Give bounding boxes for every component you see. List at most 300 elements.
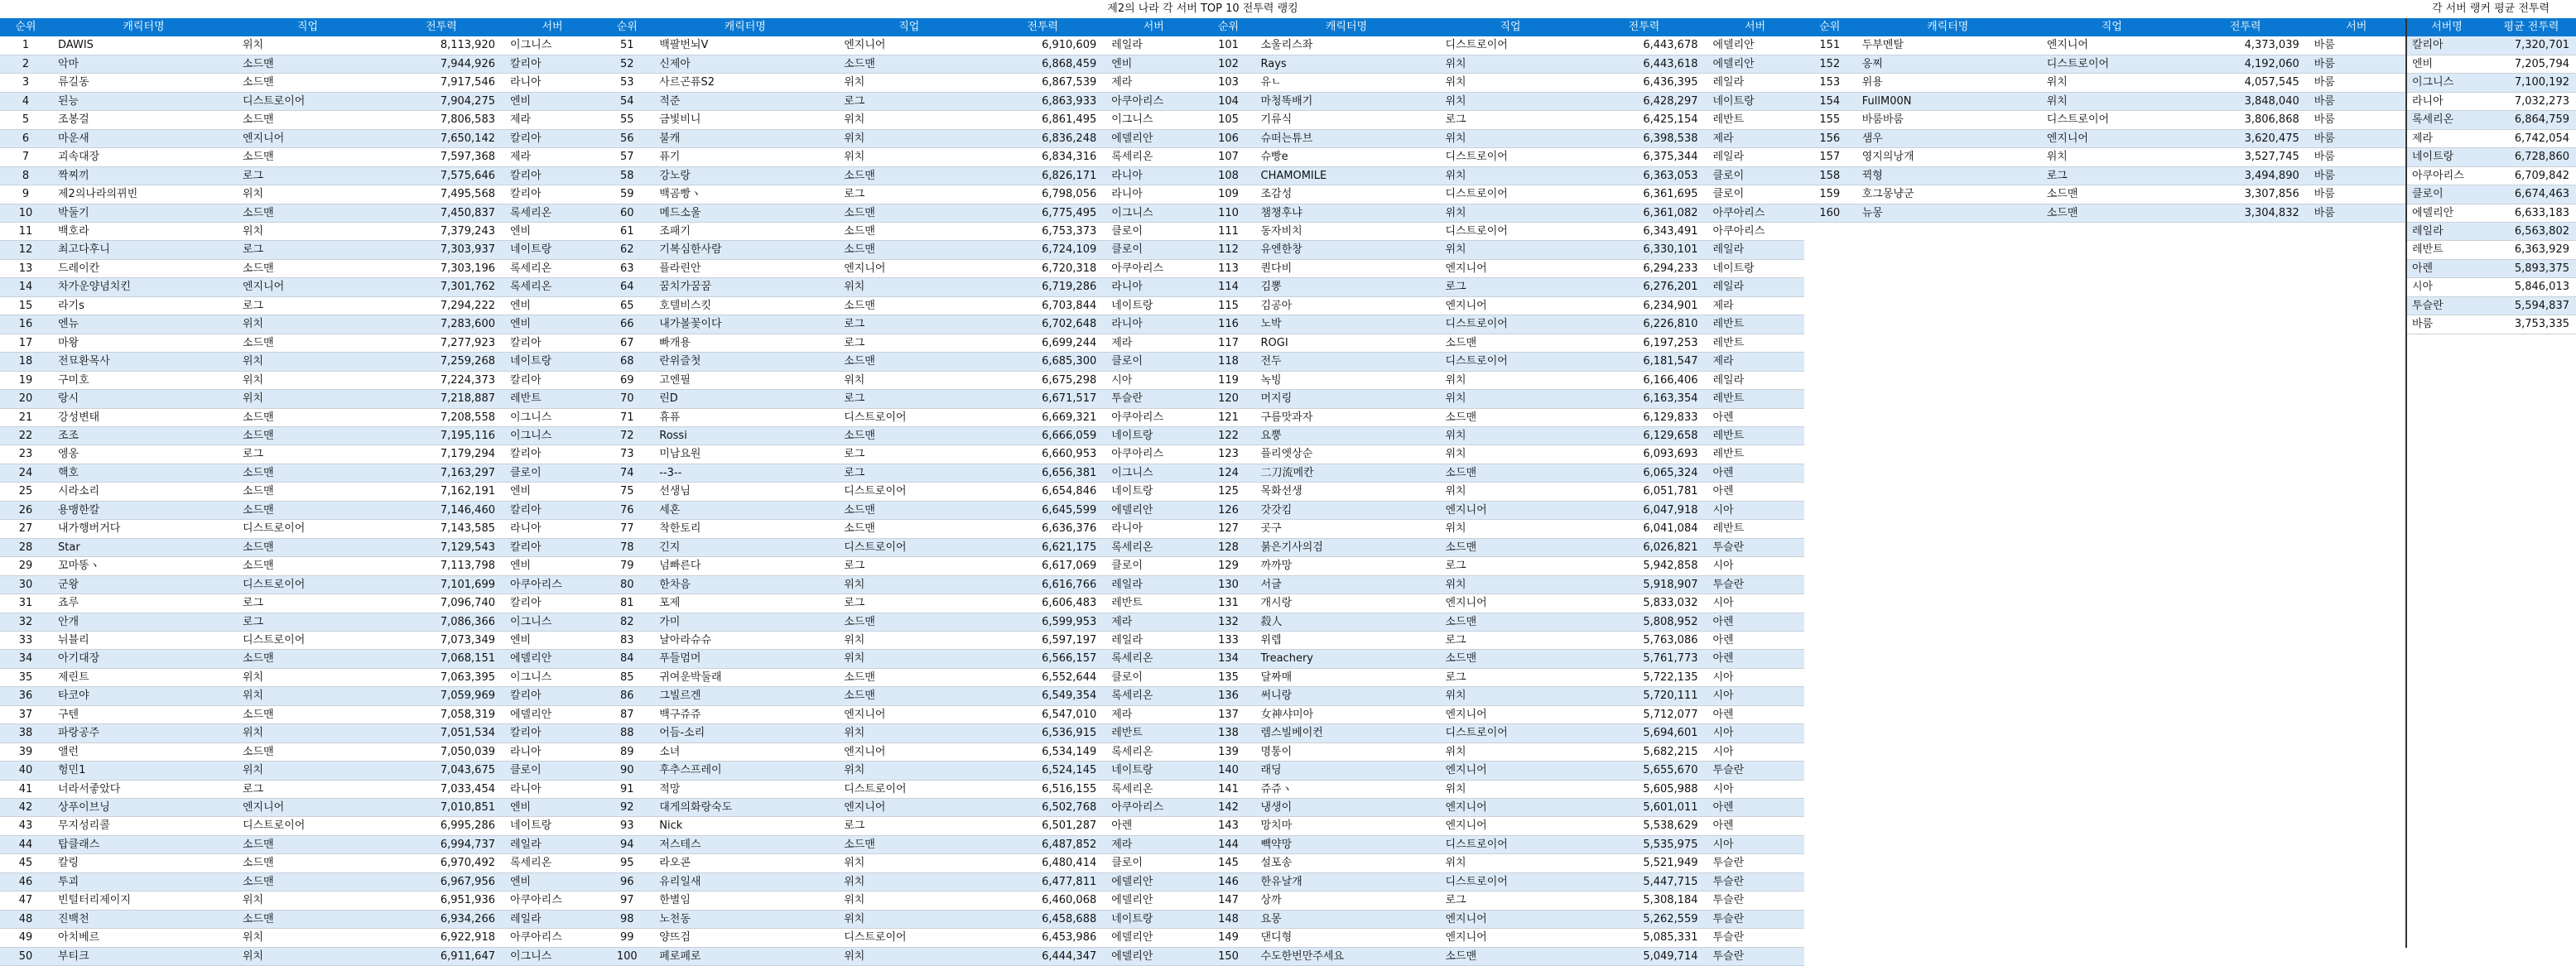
power-cell: 6,294,233 — [1643, 262, 1698, 275]
job-cell: 로그 — [844, 336, 865, 349]
server-average-table — [2405, 18, 2576, 948]
table-row — [1804, 93, 2405, 111]
table-row — [601, 724, 1202, 743]
server-cell: 레일라 — [1712, 281, 1745, 294]
table-row — [0, 576, 601, 594]
job-cell: 위치 — [243, 392, 264, 406]
name-cell: 개시랑 — [1260, 597, 1293, 610]
rank-cell: 41 — [18, 782, 33, 795]
job-cell: 엔지니어 — [1445, 597, 1487, 610]
rank-cell: 113 — [1218, 262, 1239, 275]
job-cell: 위치 — [2046, 94, 2068, 108]
name-cell: 어듬-소리 — [659, 727, 705, 740]
power-cell: 8,113,920 — [440, 39, 495, 52]
job-cell: 위치 — [243, 949, 264, 963]
rank-cell: 30 — [18, 578, 33, 591]
job-cell: 위치 — [844, 151, 865, 164]
table-row — [1804, 55, 2405, 74]
job-cell: 디스트로이어 — [1445, 838, 1508, 851]
power-cell: 6,443,678 — [1643, 39, 1698, 52]
server-cell: 칼리아 — [510, 373, 542, 387]
server-average-row — [2407, 223, 2576, 241]
power-cell: 6,671,517 — [1042, 392, 1097, 406]
server-cell: 아렌 — [1712, 819, 1734, 833]
rank-cell: 142 — [1218, 801, 1239, 815]
table-row — [601, 241, 1202, 259]
server-cell: 바룸 — [2314, 76, 2335, 89]
table-row — [601, 799, 1202, 817]
server-cell: 라니아 — [1111, 318, 1143, 331]
power-cell: 7,195,116 — [440, 429, 495, 442]
table-row — [1203, 892, 1804, 910]
name-cell: 구텐 — [58, 708, 79, 721]
job-cell: 위치 — [844, 76, 865, 89]
table-row — [1804, 74, 2405, 92]
server-cell: 네이트랑 — [1111, 429, 1153, 442]
table-header — [0, 18, 601, 36]
power-cell: 5,538,629 — [1643, 819, 1698, 833]
table-row — [0, 130, 601, 148]
name-cell: 백구쥬쥬 — [659, 708, 701, 721]
server-cell: 록세리온 — [1111, 745, 1153, 758]
server-cell: 네이트랑 — [510, 355, 552, 368]
server-cell: 아렌 — [1712, 615, 1734, 628]
power-cell: 5,761,773 — [1643, 652, 1698, 666]
rank-cell: 117 — [1218, 336, 1239, 349]
job-cell: 위치 — [1445, 373, 1466, 387]
name-cell: 영지의낭개 — [1861, 151, 1914, 164]
rank-cell: 52 — [619, 57, 634, 70]
power-cell: 6,834,316 — [1042, 151, 1097, 164]
rank-cell: 23 — [18, 448, 33, 461]
name-cell: 너라서좋았다 — [58, 782, 121, 795]
server-name-cell: 투슬란 — [2412, 299, 2444, 312]
power-cell: 5,308,184 — [1643, 894, 1698, 907]
rank-cell: 18 — [18, 355, 33, 368]
server-cell: 에델리안 — [510, 652, 552, 666]
power-cell: 7,096,740 — [440, 597, 495, 610]
job-cell: 로그 — [844, 318, 865, 331]
rank-cell: 91 — [619, 782, 634, 795]
name-cell: 강성변태 — [58, 411, 100, 424]
name-cell: 전묘환목사 — [58, 355, 110, 368]
rank-cell: 88 — [619, 727, 634, 740]
name-cell: 목화선생 — [1260, 485, 1302, 498]
rank-cell: 130 — [1218, 578, 1239, 591]
table-row — [601, 93, 1202, 111]
rank-cell: 43 — [18, 819, 33, 833]
table-row — [1804, 111, 2405, 129]
table-row — [1203, 799, 1804, 817]
server-cell: 바룸 — [2314, 57, 2335, 70]
server-cell: 레일라 — [510, 838, 542, 851]
server-cell: 엔비 — [510, 299, 532, 312]
power-cell: 6,967,956 — [440, 875, 495, 888]
header-name: 캐릭터명 — [123, 21, 165, 33]
power-cell: 5,808,952 — [1643, 615, 1698, 628]
table-row — [0, 594, 601, 613]
table-row — [0, 260, 601, 278]
server-cell: 록세리온 — [510, 206, 552, 219]
power-cell: 6,597,197 — [1042, 633, 1097, 646]
power-cell: 6,867,539 — [1042, 76, 1097, 89]
rank-cell: 148 — [1218, 912, 1239, 925]
name-cell: 조패기 — [659, 224, 691, 238]
job-cell: 엔지니어 — [243, 801, 285, 815]
name-cell: 엥옹 — [58, 448, 79, 461]
name-cell: 퀀다비 — [1260, 262, 1293, 275]
rank-cell: 35 — [18, 670, 33, 684]
job-cell: 소드맨 — [844, 670, 875, 684]
rank-cell: 44 — [18, 838, 33, 851]
server-cell: 칼리아 — [510, 597, 542, 610]
rank-cell: 71 — [619, 411, 634, 424]
server-cell: 아쿠아리스 — [510, 894, 562, 907]
job-cell: 위치 — [844, 875, 865, 888]
table-row — [601, 706, 1202, 724]
table-row — [0, 613, 601, 632]
rank-cell: 87 — [619, 708, 634, 721]
job-cell: 로그 — [2046, 169, 2068, 182]
server-name-cell: 시아 — [2412, 281, 2434, 294]
rank-cell: 53 — [619, 76, 634, 89]
power-cell: 7,301,762 — [440, 281, 495, 294]
table-row — [0, 724, 601, 743]
server-cell: 투슬란 — [1712, 857, 1745, 870]
server-cell: 제라 — [1111, 76, 1133, 89]
table-row — [601, 36, 1202, 55]
server-cell: 투슬란 — [1712, 912, 1745, 925]
rank-cell: 110 — [1218, 206, 1239, 219]
server-name-cell: 에델리안 — [2412, 206, 2454, 219]
server-cell: 이그니스 — [510, 615, 552, 628]
job-cell: 디스트로이어 — [243, 522, 306, 536]
server-cell: 클로이 — [1111, 670, 1143, 684]
power-cell: 7,303,937 — [440, 243, 495, 257]
power-cell: 7,113,798 — [440, 560, 495, 573]
table-row — [0, 836, 601, 854]
rank-cell: 51 — [619, 39, 634, 52]
name-cell: 백팔번뇌V — [659, 39, 709, 52]
name-cell: 뉘블리 — [58, 633, 89, 646]
server-cell: 칼리아 — [510, 503, 542, 517]
power-cell: 6,361,695 — [1643, 188, 1698, 201]
name-cell: 칼링 — [58, 857, 79, 870]
server-cell: 칼리아 — [510, 727, 542, 740]
server-cell: 네이트랑 — [1111, 912, 1153, 925]
name-cell: 수도한번만주세요 — [1260, 949, 1344, 963]
rank-cell: 115 — [1218, 299, 1239, 312]
rank-cell: 75 — [619, 485, 634, 498]
table-row — [601, 148, 1202, 166]
server-cell: 엔비 — [510, 318, 532, 331]
job-cell: 위치 — [1445, 243, 1466, 257]
rank-cell: 20 — [18, 392, 33, 406]
table-row — [1203, 854, 1804, 872]
table-row — [0, 390, 601, 408]
name-cell: 메드소울 — [659, 206, 701, 219]
server-cell: 클로이 — [1111, 355, 1143, 368]
table-row — [0, 817, 601, 835]
job-cell: 위치 — [243, 764, 264, 777]
table-row — [0, 334, 601, 353]
rank-cell: 27 — [18, 522, 33, 536]
name-cell: 조조 — [58, 429, 79, 442]
header-job: 직업 — [2101, 21, 2122, 33]
name-cell: 샘우 — [1861, 132, 1883, 145]
power-cell: 6,181,547 — [1643, 355, 1698, 368]
power-cell: 6,719,286 — [1042, 281, 1097, 294]
job-cell: 디스트로이어 — [243, 578, 306, 591]
ranking-column — [1203, 18, 1804, 966]
power-cell: 5,521,949 — [1643, 857, 1698, 870]
name-cell: 기류식 — [1260, 113, 1293, 127]
table-row — [0, 948, 601, 966]
server-cell: 엔비 — [510, 801, 532, 815]
ranking-column — [0, 18, 601, 966]
power-cell: 5,763,086 — [1643, 633, 1698, 646]
rank-cell: 46 — [18, 875, 33, 888]
table-row — [601, 613, 1202, 632]
power-cell: 6,516,155 — [1042, 782, 1097, 795]
name-cell: 설포송 — [1260, 857, 1293, 870]
power-cell: 7,597,368 — [440, 151, 495, 164]
job-cell: 위치 — [1445, 857, 1466, 870]
server-cell: 시아 — [1712, 838, 1734, 851]
table-row — [601, 185, 1202, 204]
job-cell: 위치 — [844, 894, 865, 907]
rank-cell: 33 — [18, 633, 33, 646]
rank-cell: 77 — [619, 522, 634, 536]
average-power-cell: 7,205,794 — [2514, 57, 2569, 70]
server-name-cell: 레반트 — [2412, 243, 2444, 257]
rank-cell: 1 — [22, 39, 30, 52]
rank-cell: 26 — [18, 503, 33, 517]
job-cell: 엔지니어 — [1445, 503, 1487, 517]
power-cell: 6,547,010 — [1042, 708, 1097, 721]
name-cell: 앨런 — [58, 745, 79, 758]
rank-cell: 22 — [18, 429, 33, 442]
name-cell: 김뽕 — [1260, 281, 1282, 294]
power-cell: 5,918,907 — [1643, 578, 1698, 591]
server-cell: 레반트 — [1712, 448, 1745, 461]
rank-cell: 56 — [619, 132, 634, 145]
power-cell: 6,166,406 — [1643, 373, 1698, 387]
job-cell: 로그 — [243, 615, 264, 628]
job-cell: 디스트로이어 — [844, 485, 907, 498]
name-cell: 꿈치가꿈꿈 — [659, 281, 712, 294]
job-cell: 위치 — [1445, 485, 1466, 498]
power-cell: 6,398,538 — [1643, 132, 1698, 145]
name-cell: 소울리스좌 — [1260, 39, 1313, 52]
server-average-row — [2407, 36, 2576, 55]
server-cell: 네이트랑 — [1712, 94, 1755, 108]
table-row — [0, 520, 601, 538]
rank-cell: 11 — [18, 224, 33, 238]
name-cell: 짝찌끼 — [58, 169, 89, 182]
server-cell: 아쿠아리스 — [1111, 411, 1164, 424]
server-name-cell: 록세리온 — [2412, 113, 2454, 127]
server-cell: 레반트 — [1712, 429, 1745, 442]
table-row — [601, 260, 1202, 278]
name-cell: 뀍형 — [1861, 169, 1883, 182]
rank-cell: 127 — [1218, 522, 1239, 536]
power-cell: 6,863,933 — [1042, 94, 1097, 108]
name-cell: 갓갓킴 — [1260, 503, 1293, 517]
power-cell: 7,283,600 — [440, 318, 495, 331]
table-row — [0, 483, 601, 501]
table-row — [601, 873, 1202, 892]
rank-cell: 84 — [619, 652, 634, 666]
power-cell: 6,065,324 — [1643, 466, 1698, 479]
name-cell: Treachery — [1260, 652, 1313, 666]
table-row — [601, 576, 1202, 594]
name-cell: 까까망 — [1260, 560, 1293, 573]
rank-cell: 141 — [1218, 782, 1239, 795]
header-rank: 순위 — [15, 21, 36, 33]
power-cell: 6,675,298 — [1042, 373, 1097, 387]
table-row — [0, 687, 601, 705]
server-cell: 이그니스 — [510, 670, 552, 684]
power-cell: 7,146,460 — [440, 503, 495, 517]
table-row — [1203, 185, 1804, 204]
power-cell: 7,143,585 — [440, 522, 495, 536]
power-cell: 6,534,149 — [1042, 745, 1097, 758]
job-cell: 소드맨 — [844, 522, 875, 536]
power-cell: 6,480,414 — [1042, 857, 1097, 870]
table-row — [601, 55, 1202, 74]
table-row — [601, 372, 1202, 390]
power-cell: 6,669,321 — [1042, 411, 1097, 424]
table-row — [1203, 409, 1804, 427]
power-cell: 7,904,275 — [440, 94, 495, 108]
job-cell: 엔지니어 — [1445, 299, 1487, 312]
job-cell: 디스트로이어 — [1445, 188, 1508, 201]
server-cell: 레일라 — [1712, 373, 1745, 387]
rank-cell: 101 — [1218, 39, 1239, 52]
ranking-table — [0, 18, 2405, 963]
power-cell: 7,059,969 — [440, 690, 495, 703]
job-cell: 위치 — [243, 690, 264, 703]
header-server: 서버 — [1744, 21, 1766, 33]
name-cell: 대게의화랑숙도 — [659, 801, 733, 815]
average-power-cell: 5,893,375 — [2514, 262, 2569, 275]
name-cell: 무지성리콜 — [58, 819, 110, 833]
name-cell: 적망 — [659, 782, 681, 795]
table-row — [0, 762, 601, 780]
average-power-cell: 7,032,273 — [2514, 94, 2569, 108]
server-cell: 아쿠아리스 — [1111, 94, 1164, 108]
power-cell: 6,425,154 — [1643, 113, 1698, 127]
name-cell: --3-- — [659, 466, 682, 479]
average-power-cell: 7,320,701 — [2514, 39, 2569, 52]
table-row — [1203, 130, 1804, 148]
job-cell: 디스트로이어 — [2046, 113, 2110, 127]
rank-cell: 63 — [619, 262, 634, 275]
name-cell: 二刀流메칸 — [1260, 466, 1314, 479]
name-cell: 한유날개 — [1260, 875, 1302, 888]
table-row — [1804, 36, 2405, 55]
rank-cell: 136 — [1218, 690, 1239, 703]
job-cell: 위치 — [243, 373, 264, 387]
server-cell: 투슬란 — [1712, 949, 1745, 963]
rank-cell: 112 — [1218, 243, 1239, 257]
name-cell: Rays — [1260, 57, 1287, 70]
job-cell: 소드맨 — [243, 652, 274, 666]
rank-cell: 116 — [1218, 318, 1239, 331]
power-cell: 6,363,053 — [1643, 169, 1698, 182]
server-name-cell: 이그니스 — [2412, 76, 2454, 89]
power-cell: 6,129,833 — [1643, 411, 1698, 424]
server-cell: 네이트랑 — [510, 243, 552, 257]
table-row — [601, 948, 1202, 966]
name-cell: 핵호 — [58, 466, 79, 479]
rank-cell: 124 — [1218, 466, 1239, 479]
server-cell: 에델리안 — [1111, 132, 1153, 145]
table-row — [1203, 743, 1804, 762]
power-cell: 7,303,196 — [440, 262, 495, 275]
job-cell: 위치 — [1445, 206, 1466, 219]
rank-cell: 48 — [18, 912, 33, 925]
job-cell: 엔지니어 — [1445, 931, 1487, 944]
name-cell: 날아라슈슈 — [659, 633, 712, 646]
table-row — [601, 781, 1202, 799]
table-row — [1203, 873, 1804, 892]
table-row — [1203, 502, 1804, 520]
job-cell: 소드맨 — [243, 151, 274, 164]
power-cell: 4,057,545 — [2244, 76, 2299, 89]
job-cell: 위치 — [1445, 522, 1466, 536]
server-cell: 바룸 — [2314, 39, 2335, 52]
power-cell: 7,495,568 — [440, 188, 495, 201]
rank-cell: 8 — [22, 169, 30, 182]
job-cell: 로그 — [844, 94, 865, 108]
job-cell: 로그 — [844, 392, 865, 406]
name-cell: 플리엣상순 — [1260, 448, 1313, 461]
table-row — [1804, 167, 2405, 185]
job-cell: 위치 — [844, 578, 865, 591]
header-power: 전투력 — [426, 21, 457, 33]
power-cell: 7,944,926 — [440, 57, 495, 70]
name-cell: 후추스프레이 — [659, 764, 722, 777]
rank-cell: 36 — [18, 690, 33, 703]
job-cell: 위치 — [243, 318, 264, 331]
power-cell: 6,826,171 — [1042, 169, 1097, 182]
rank-cell: 106 — [1218, 132, 1239, 145]
table-row — [1203, 817, 1804, 835]
server-cell: 제라 — [510, 151, 532, 164]
rank-cell: 104 — [1218, 94, 1239, 108]
average-power-cell: 6,563,802 — [2514, 224, 2569, 238]
name-cell: 래딩 — [1260, 764, 1282, 777]
name-cell: 라오콘 — [659, 857, 691, 870]
power-cell: 6,330,101 — [1643, 243, 1698, 257]
power-cell: 6,621,175 — [1042, 541, 1097, 554]
rank-cell: 7 — [22, 151, 30, 164]
power-cell: 7,033,454 — [440, 782, 495, 795]
table-row — [1203, 93, 1804, 111]
power-cell: 6,636,376 — [1042, 522, 1097, 536]
rank-cell: 152 — [1819, 57, 1841, 70]
header-name: 캐릭터명 — [1927, 21, 1969, 33]
power-cell: 6,951,936 — [440, 894, 495, 907]
power-cell: 7,050,039 — [440, 745, 495, 758]
name-cell: 호그몽냥군 — [1861, 188, 1914, 201]
rank-cell: 90 — [619, 764, 634, 777]
power-cell: 6,724,109 — [1042, 243, 1097, 257]
name-cell: 랑시 — [58, 392, 79, 406]
name-cell: 박둘기 — [58, 206, 89, 219]
